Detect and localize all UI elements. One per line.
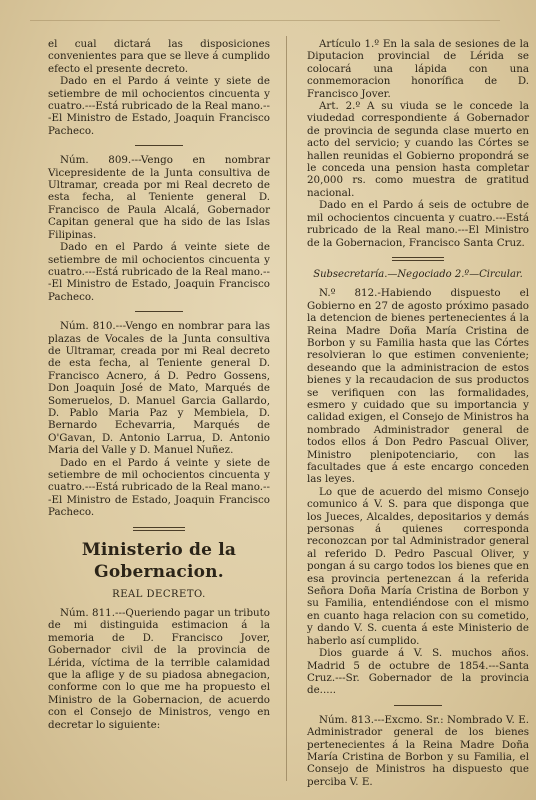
article-2: Art. 2.º A su viuda se le concede la viudedad correspondiente á Gobernador de provincia de segunda clase muerto en acto del servicio; y cuando las Córtes se hallen reunidas el Gobierno propondrá se le conceda una pension hasta completar 20,000 rs. como muestra de gratitud nacional. [307, 100, 529, 199]
paragraph: Dado en el Pardo á veinte siete de setiembre de mil ochocientos cincuenta y cuatro.---Está rubricado de la Real mano.---El Ministro de Estado, Joaquin Francisco Pacheco. [48, 241, 271, 303]
left-column [48, 38, 270, 731]
right-column [307, 38, 529, 788]
paragraph: Lo que de acuerdo del mismo Consejo comunico á V. S. para que disponga que los Jueces, Alcaldes, depositarios y demás personas á quienes corresponda reconozcan por tal Administrador general al referido D. Pedro Pascual Oliver, y pongan á su cargo todos los bienes que en esa provincia pertenezcan á la referida Señora Doña María Cristina de Borbon y su Familia, entendiéndose con el mismo en cuanto haga relacion con su cometido, y dando V. S. cuenta á este Ministerio de haberlo así cumplido. [307, 485, 529, 647]
decree-810: Núm. 810.---Vengo en nombrar para las plazas de Vocales de la Junta consultiva de Ultramar, creada por mi Real decreto de esta fecha, al Teniente general D. Francisco Acnero, á D. Pedro Gossens, Don Joaquin José de Mato, Marqués de Someruelos, D. Manuel Garcia Gallardo, D. Pablo Maria Paz y Membiela, D. Bernardo Echevarria, Marqués de O'Gavan, D. Antonio Larrua, D. Antonio Maria del Valle y D. Manuel Nuñez. [48, 320, 270, 457]
decree-heading: REAL DECRETO. [112, 588, 206, 600]
decree-811: Núm. 811.---Queriendo pagar un tributo de mi distinguida estimacion á la memoria de D. Francisco Jover, Gobernador civil de la provincia de Lérida, víctima de la terrible calamidad que la aflige y de su piadosa abnegacion, conforme con lo que me ha propuesto el Ministro de la Gobernacion, de acuerdo con el Consejo de Ministros, vengo en decretar lo siguiente: [48, 607, 270, 731]
decree-813: Núm. 813.---Excmo. Sr.: Nombrado V. E. Administrador general de los bienes pertenecientes á la Reina Madre Doña María Cristina de Borbon y su Familia, el Consejo de Ministros ha dispuesto que perciba V. E. [307, 713, 529, 788]
separator-rule [135, 145, 183, 146]
separator-rule [394, 705, 442, 706]
paragraph: Dado en el Pardo á veinte y siete de setiembre de mil ochocientos cincuenta y cuatro.---Está rubricado de la Real mano.---El Ministro de Estado, Joaquin Francisco Pacheco. [48, 75, 271, 137]
paragraph: el cual dictará las disposiciones convenientes para que se lleve á cumplido efecto el presente decreto. [48, 38, 270, 75]
top-edge-rule [30, 20, 500, 21]
paragraph: Dado en el Pardo á veinte y siete de setiembre de mil ochocientos cincuenta y cuatro.---Está rubricado de la Real mano.---El Ministro de Estado, Joaquin Francisco Pacheco. [48, 456, 271, 519]
circular-812: N.º 812.-Habiendo dispuesto el Gobierno en 27 de agosto próximo pasado la detencion de bienes pertenecientes á la Reina Madre Doña María Cristina de Borbon y su Familia hasta que las Córtes resolvieran lo que estimen conveniente; deseando que la administracion de estos bienes y la recaudacion de sus productos se verifiquen con las formalidades, esmero y cuidado que su importancia y calidad exigen, el Consejo de Ministros ha nombrado Administrador general de todos ellos á Don Pedro Pascual Oliver, Ministro plenipotenciario, con las facultades que á este encargo conceden las leyes. [307, 287, 529, 486]
paragraph: Dios guarde á V. S. muchos años. Madrid 5 de octubre de 1854.---Santa Cruz.---Sr. Gobernador de la provincia de..... [307, 647, 529, 697]
separator-double-rule [392, 257, 444, 261]
article-1: Artículo 1.º En la sala de sesiones de la Diputacion provincial de Lérida se colocará una lápida con una conmemoracion honorífica de D. Francisco Jover. [307, 38, 529, 100]
separator-rule [135, 311, 183, 312]
subsection-heading: Subsecretaría.—Negociado 2.º—Circular. [313, 268, 523, 280]
decree-809: Núm. 809.---Vengo en nombrar Vicepresidente de la Junta consultiva de Ultramar, creada por mi Real decreto de esta fecha, al Teniente general D. Francisco de Paula Alcalá, Gobernador Capitan general que ha sido de las Islas Filipinas. [48, 154, 270, 241]
separator-double-rule [133, 527, 185, 531]
ministry-heading: Ministerio de la Gobernacion. [81, 539, 237, 582]
column-divider [286, 36, 287, 781]
paragraph: Dado en el Pardo á seis de octubre de mil ochocientos cincuenta y cuatro.---Está rubricado de la Real mano.---El Ministro de la Gobernacion, Francisco Santa Cruz. [307, 199, 529, 249]
